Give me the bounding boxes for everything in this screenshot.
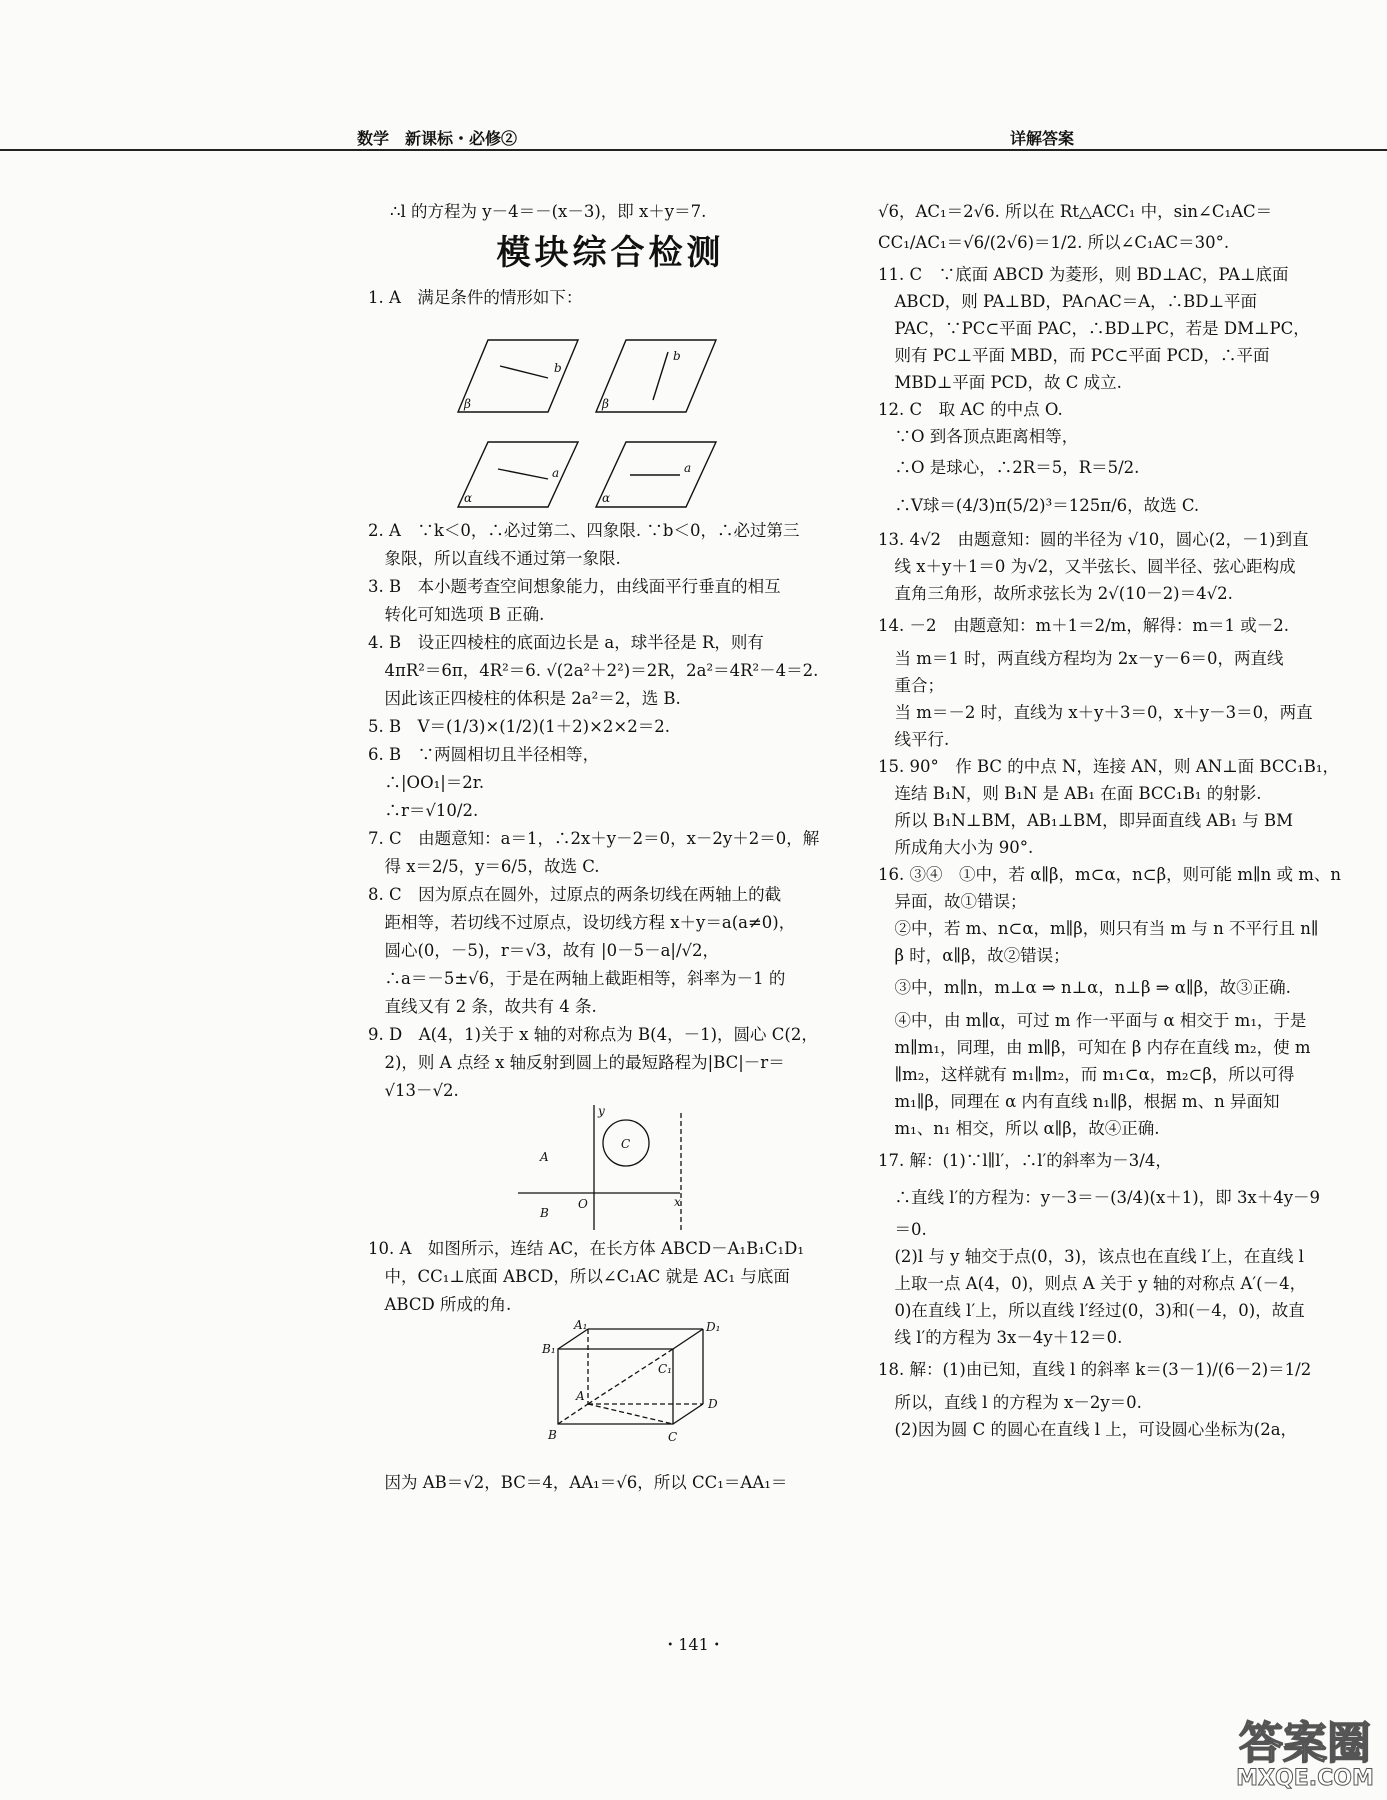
answer-4-cont: 4πR²＝6π，4R²＝6. √(2a²＋2²)＝2R，2a²＝4R²－4＝2. xyxy=(368,661,819,680)
r-line-2: 11. C ∵底面 ABCD 为菱形，则 BD⊥AC，PA⊥底面 xyxy=(878,265,1289,284)
r-line-38: 0)在直线 l′上，所以直线 l′经过(0，3)和(－4，0)，故直 xyxy=(878,1301,1305,1320)
answer-5: 5. B V＝(1/3)×(1/2)(1＋2)×2×2＝2. xyxy=(368,717,670,736)
r-line-39: 线 l′的方程为 3x－4y＋12＝0. xyxy=(878,1328,1123,1347)
answer-1: 1. A 满足条件的情形如下： xyxy=(368,288,583,307)
answer-10-cont2: ABCD 所成的角. xyxy=(368,1295,512,1314)
label-a1: A₁ xyxy=(574,1319,588,1332)
label-a: A xyxy=(540,1150,549,1164)
r-line-41: 所以，直线 l 的方程为 x－2y＝0. xyxy=(878,1393,1142,1412)
section-title: 模块综合检测 xyxy=(496,233,725,273)
r-line-16: 重合； xyxy=(878,676,944,695)
hidden-edge-b-a xyxy=(558,1404,588,1424)
label-beta-1: β xyxy=(464,397,471,411)
answer-7: 7. C 由题意知：a＝1，∴2x＋y－2＝0，x－2y＋2＝0，解 xyxy=(368,829,820,848)
label-b: B xyxy=(540,1206,549,1220)
label-beta-2: β xyxy=(602,397,609,411)
answer-2: 2. A ∵k＜0，∴必过第二、四象限. ∵b＜0，∴必过第三 xyxy=(368,521,800,540)
line-b-1 xyxy=(500,366,548,378)
r-line-15: 当 m＝1 时，两直线方程均为 2x－y－6＝0，两直线 xyxy=(878,649,1284,668)
answer-4: 4. B 设正四棱柱的底面边长是 a，球半径是 R，则有 xyxy=(368,633,764,652)
label-b-1: b xyxy=(554,361,562,375)
figure-circle xyxy=(368,1105,853,1235)
answer-8-cont3: ∴a＝－5±√6，于是在两轴上截距相等，斜率为－1 的 xyxy=(368,969,786,988)
header-rule xyxy=(0,149,1387,151)
r-line-22: 所成角大小为 90°. xyxy=(878,838,1034,857)
answer-4-cont2: 因此该正四棱柱的体积是 2a²＝2，选 B. xyxy=(368,689,681,708)
r-line-17: 当 m＝－2 时，直线为 x＋y＋3＝0，x＋y－3＝0，两直 xyxy=(878,703,1313,722)
cuboid-diagram xyxy=(368,1319,853,1469)
diag-ac xyxy=(588,1404,673,1424)
answer-3-cont: 转化可知选项 B 正确. xyxy=(368,605,545,624)
label-alpha-1: α xyxy=(464,491,473,505)
label-o: O xyxy=(578,1197,588,1211)
label-alpha-2: α xyxy=(602,491,611,505)
label-b-2: b xyxy=(673,349,681,363)
r-line-3: ABCD，则 PA⊥BD，PA∩AC＝A，∴BD⊥平面 xyxy=(878,292,1257,311)
left-column xyxy=(368,198,853,1497)
label-a-1: a xyxy=(552,466,560,480)
answer-7-cont: 得 x＝2/5，y＝6/5，故选 C. xyxy=(368,857,600,876)
figure-planes xyxy=(368,312,853,517)
diag-ac1 xyxy=(588,1349,673,1404)
r-line-26: β 时，α∥β，故②错误； xyxy=(878,946,1070,965)
answer-8: 8. C 因为原点在圆外，过原点的两条切线在两轴上的截 xyxy=(368,885,782,904)
label-d: D xyxy=(708,1397,718,1411)
edge-c-d xyxy=(673,1404,703,1424)
r-line-4: PAC，∵PC⊂平面 PAC，∴BD⊥PC，若是 DM⊥PC， xyxy=(878,319,1310,338)
line-b-2 xyxy=(653,352,668,400)
edge-c1-d1 xyxy=(673,1329,703,1349)
planes-diagram xyxy=(368,312,853,517)
r-line-30: ∥m₂，这样就有 m₁∥m₂，而 m₁⊂α，m₂⊂β，所以可得 xyxy=(878,1065,1295,1084)
r-line-14: 14. －2 由题意知：m＋1＝2/m，解得：m＝1 或－2. xyxy=(878,616,1289,635)
r-line-25: ②中，若 m、n⊂α，m∥β，则只有当 m 与 n 不平行且 n∥ xyxy=(878,919,1319,938)
answer-6-cont2: ∴r＝√10/2. xyxy=(368,801,479,820)
r-line-42: (2)因为圆 C 的圆心在直线 l 上，可设圆心坐标为(2a， xyxy=(878,1420,1298,1439)
r-line-12: 线 x＋y＋1＝0 为√2，又半弦长、圆半径、弦心距构成 xyxy=(878,557,1296,576)
label-c: C xyxy=(668,1430,678,1444)
r-line-21: 所以 B₁N⊥BM，AB₁⊥BM，即异面直线 AB₁ 与 BM xyxy=(878,811,1294,830)
r-line-33: 17. 解：(1)∵l∥l′，∴l′的斜率为－3/4， xyxy=(878,1151,1172,1170)
r-line-31: m₁∥β，同理在 α 内有直线 n₁∥β，根据 m、n 异面知 xyxy=(878,1092,1280,1111)
label-b1: B₁ xyxy=(542,1342,556,1356)
answer-9-cont2: √13－√2. xyxy=(368,1081,459,1100)
answer-6: 6. B ∵两圆相切且半径相等， xyxy=(368,745,600,764)
r-line-18: 线平行. xyxy=(878,730,950,749)
plane-beta-1 xyxy=(458,340,578,412)
r-line-40: 18. 解：(1)由已知，直线 l 的斜率 k＝(3－1)/(6－2)＝1/2 xyxy=(878,1360,1312,1379)
answer-9-cont: 2)，则 A 点经 x 轴反射到圆上的最短路程为|BC|－r＝ xyxy=(368,1053,785,1072)
r-line-36: (2)l 与 y 轴交于点(0，3)，该点也在直线 l′上，在直线 l xyxy=(878,1247,1304,1266)
r-line-19: 15. 90° 作 BC 的中点 N，连接 AN，则 AN⊥面 BCC₁B₁， xyxy=(878,757,1339,776)
r-line-35: ＝0. xyxy=(878,1220,927,1239)
page-number: ・141・ xyxy=(662,1635,725,1654)
right-column xyxy=(878,198,1358,1443)
r-line-8: ∵O 到各顶点距离相等， xyxy=(878,427,1079,446)
answer-8-cont2: 圆心(0，－5)，r＝√3，故有 |0－5－a|/√2， xyxy=(368,941,720,960)
r-line-7: 12. C 取 AC 的中点 O. xyxy=(878,400,1063,419)
answer-8-cont: 距相等，若切线不过原点，设切线方程 x＋y＝a(a≠0)， xyxy=(368,913,796,932)
answer-2-cont: 象限，所以直线不通过第一象限. xyxy=(368,549,621,568)
answer-9: 9. D A(4，1)关于 x 轴的对称点为 B(4，－1)，圆心 C(2， xyxy=(368,1025,818,1044)
header-right: 详解答案 xyxy=(1010,129,1075,148)
circle-reflection-diagram xyxy=(368,1105,853,1235)
figure-cuboid xyxy=(368,1319,853,1469)
answer-3: 3. B 本小题考查空间想象能力，由线面平行垂直的相互 xyxy=(368,577,781,596)
label-c1: C₁ xyxy=(658,1362,672,1376)
r-line-9: ∴O 是球心，∴2R＝5，R＝5/2. xyxy=(878,458,1140,477)
answer-10-cont: 中，CC₁⊥底面 ABCD，所以∠C₁AC 就是 AC₁ 与底面 xyxy=(368,1267,790,1286)
r-line-5: 则有 PC⊥平面 MBD，而 PC⊂平面 PCD，∴平面 xyxy=(878,346,1270,365)
label-b: B xyxy=(548,1428,557,1442)
line-a-1 xyxy=(498,469,548,479)
label-d1: D₁ xyxy=(706,1320,721,1334)
edge-b1-a1 xyxy=(558,1329,588,1349)
plane-alpha-1 xyxy=(458,442,578,507)
r-line-10: ∴V球＝(4/3)π(5/2)³＝125π/6，故选 C. xyxy=(878,496,1200,515)
r-line-34: ∴直线 l′的方程为：y－3＝－(3/4)(x＋1)，即 3x＋4y－9 xyxy=(878,1188,1321,1207)
label-x: x xyxy=(674,1195,681,1209)
r-line-29: m∥m₁，同理，由 m∥β，可知在 β 内存在直线 m₂，使 m xyxy=(878,1038,1311,1057)
r-line-24: 异面，故①错误； xyxy=(878,892,1027,911)
answer-10-cont3: 因为 AB＝√2，BC＝4，AA₁＝√6，所以 CC₁＝AA₁＝ xyxy=(368,1473,788,1492)
header-left: 数学 新课标・必修② xyxy=(357,129,518,148)
answer-8-cont4: 直线又有 2 条，故共有 4 条. xyxy=(368,997,597,1016)
answer-6-cont: ∴|OO₁|＝2r. xyxy=(368,773,485,792)
svg-text:答案圈: 答案圈 xyxy=(1239,1718,1371,1769)
r-line-27: ③中，m∥n，m⊥α ⇒ n⊥α，n⊥β ⇒ α∥β，故③正确. xyxy=(878,978,1291,997)
label-a-2: a xyxy=(684,461,692,475)
r-line-0: √6，AC₁＝2√6. 所以在 Rt△ACC₁ 中，sin∠C₁AC＝ xyxy=(878,202,1273,221)
r-line-6: MBD⊥平面 PCD，故 C 成立. xyxy=(878,373,1122,392)
r-line-20: 连结 B₁N，则 B₁N 是 AB₁ 在面 BCC₁B₁ 的射影. xyxy=(878,784,1262,803)
label-a: A xyxy=(576,1389,585,1403)
r-line-11: 13. 4√2 由题意知：圆的半径为 √10，圆心(2，－1)到直 xyxy=(878,530,1309,549)
r-line-37: 上取一点 A(4，0)，则点 A 关于 y 轴的对称点 A′(－4， xyxy=(878,1274,1307,1293)
label-c: C xyxy=(621,1137,631,1151)
r-line-13: 直角三角形，故所求弦长为 2√(10－2)＝4√2. xyxy=(878,584,1233,603)
watermark-sub: MXQE.COM xyxy=(1236,1766,1374,1791)
r-line-23: 16. ③④ ①中，若 α∥β，m⊂α，n⊂β，则可能 m∥n 或 m、n xyxy=(878,865,1342,884)
r-line-1: CC₁/AC₁＝√6/(2√6)＝1/2. 所以∠C₁AC＝30°. xyxy=(878,233,1230,252)
r-line-28: ④中，由 m∥α，可过 m 作一平面与 α 相交于 m₁，于是 xyxy=(878,1011,1307,1030)
r-line-32: m₁、n₁ 相交，所以 α∥β，故④正确. xyxy=(878,1119,1160,1138)
answer-10: 10. A 如图所示，连结 AC，在长方体 ABCD－A₁B₁C₁D₁ xyxy=(368,1239,804,1258)
label-y: y xyxy=(598,1105,605,1118)
intro-line: ∴l 的方程为 y－4＝－(x－3)，即 x＋y＝7. xyxy=(390,202,707,221)
plane-beta-2 xyxy=(596,340,716,412)
